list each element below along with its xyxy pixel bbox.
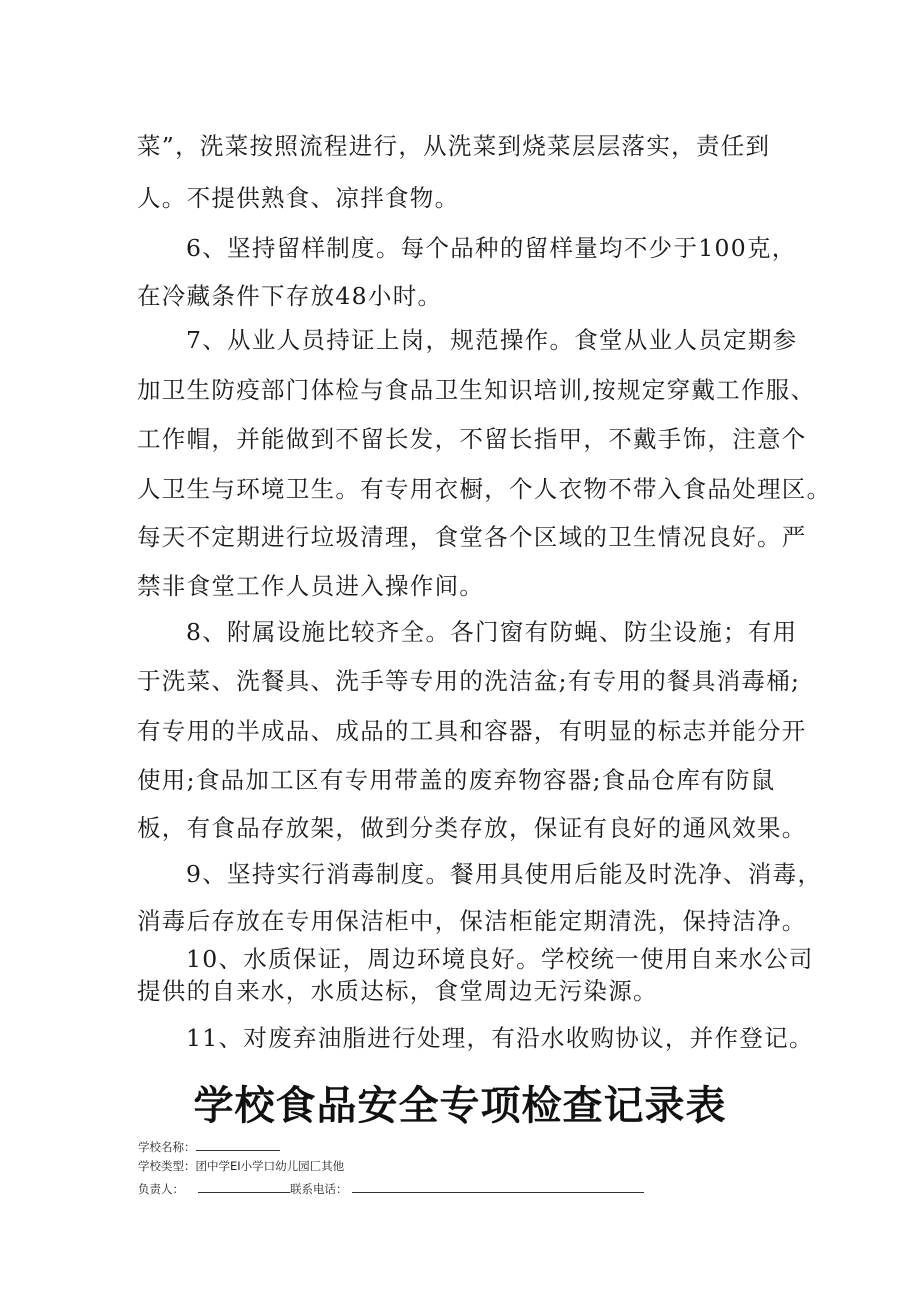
body-line: 提供的自来水，水质达标，食堂周边无污染源。	[137, 977, 658, 1005]
school-type-row	[138, 1158, 344, 1174]
body-line: 加卫生防疫部门体检与食品卫生知识培训,按规定穿戴工作服、	[137, 376, 816, 404]
body-line: 7、从业人员持证上岗，规范操作。食堂从业人员定期参	[186, 326, 798, 354]
body-line: 使用;食品加工区有专用带盖的废弃物容器;食品仓库有防鼠	[137, 766, 776, 794]
body-line: 人。不提供熟食、凉拌食物。	[137, 184, 460, 212]
body-line: 人卫生与环境卫生。有专用衣橱，个人衣物不带入食品处理区。	[137, 475, 832, 503]
school-type-options[interactable]: 团中学EI小学口幼儿园匚其他	[195, 1159, 345, 1173]
body-line: 工作帽，并能做到不留长发，不留长指甲，不戴手饰，注意个	[137, 425, 807, 453]
body-line: 10、水质保证，周边环境良好。学校统一使用自来水公司	[186, 945, 814, 973]
body-line: 于洗菜、洗餐具、洗手等专用的洗洁盆;有专用的餐具消毒桶;	[137, 667, 801, 695]
body-line: 菜”，洗菜按照流程进行，从洗菜到烧菜层层落实，责任到	[137, 132, 771, 160]
body-line: 6、坚持留样制度。每个品种的留样量均不少于100克，	[186, 234, 797, 262]
body-line: 有专用的半成品、成品的工具和容器，有明显的标志并能分开	[137, 717, 807, 745]
school-name-row	[138, 1138, 280, 1155]
body-line: 在冷藏条件下存放48小时。	[137, 282, 443, 310]
responsible-field[interactable]	[198, 1180, 290, 1193]
form-title: 学校食品安全专项检查记录表	[193, 1083, 727, 1129]
responsible-row	[138, 1180, 644, 1197]
body-line: 禁非食堂工作人员进入操作间。	[137, 572, 485, 600]
body-line: 9、坚持实行消毒制度。餐用具使用后能及时洗净、消毒，	[186, 860, 823, 888]
phone-field[interactable]	[352, 1180, 644, 1193]
body-line: 板，有食品存放架，做到分类存放，保证有良好的通风效果。	[137, 814, 807, 842]
school-type-label: 学校类型：	[138, 1159, 196, 1173]
body-line: 11、对废弃油脂进行处理，有沿水收购协议，并作登记。	[186, 1024, 814, 1052]
school-name-field[interactable]	[196, 1138, 280, 1151]
body-line: 消毒后存放在专用保洁柜中，保洁柜能定期清洗，保持洁净。	[137, 907, 807, 935]
school-name-label: 学校名称：	[138, 1140, 196, 1154]
phone-label: 联系电话：	[290, 1182, 348, 1196]
responsible-label: 负责人：	[138, 1182, 184, 1196]
body-line: 每天不定期进行垃圾清理，食堂各个区域的卫生情况良好。严	[137, 523, 807, 551]
body-line: 8、附属设施比较齐全。各门窗有防蝇、防尘设施；有用	[186, 618, 798, 646]
